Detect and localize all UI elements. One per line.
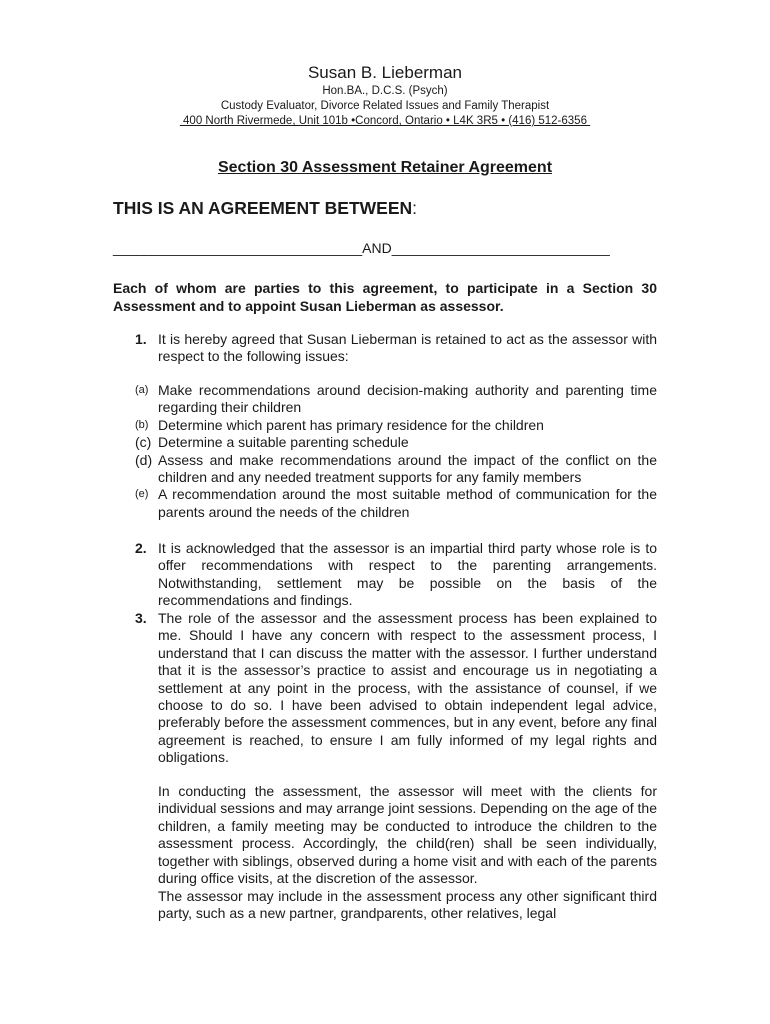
issue-item-b (135, 417, 657, 434)
issue-item-e (135, 486, 657, 521)
issue-text: Assess and make recommendations around the impact of the conflict on the children and any needed treatment supports for any family members (158, 451, 657, 486)
parties-signature-line: ________________________________AND____________________________ (113, 240, 610, 256)
numbered-item-1 (135, 331, 657, 366)
item-number: 3. (135, 610, 147, 626)
assessment-paragraph-1: In conducting the assessment, the assessor will meet with the clients for individual sessions and may arrange joint sessions. Depending on the age of the children, a family meeting may be conducted to introduce the children to the assessment process. Accordingly, the child(ren) shall be seen individually, together with siblings, observed during a home visit and with each of the parents during office visits, at the discretion of the assessor. (158, 783, 657, 887)
issue-text: Make recommendations around decision-making authority and parenting time regarding their children (158, 382, 657, 416)
issues-list (135, 382, 657, 521)
item-number: 1. (135, 331, 147, 347)
issue-letter: (c) (135, 434, 152, 451)
between-heading-text: THIS IS AN AGREEMENT BETWEEN (113, 198, 413, 218)
issue-letter: (d) (135, 451, 153, 468)
numbered-item-2 (135, 540, 657, 610)
issue-item-d (135, 452, 657, 487)
author-name: Susan B. Lieberman (307, 63, 463, 82)
issue-item-c (135, 434, 657, 451)
item-text: It is acknowledged that the assessor is an impartial third party whose role is to offer recommendations with respect to the parenting arrangements. Notwithstanding, settlement may be possible on the basis of the recommendations and findings. (158, 540, 657, 609)
issue-letter: (b) (135, 418, 149, 431)
issue-item-a (135, 382, 657, 417)
issue-text: Determine which parent has primary residence for the children (158, 416, 544, 433)
author-address: 400 North Rivermede, Unit 101b •Concord, Ontario • L4K 3R5 • (416) 512-6356 (179, 115, 591, 127)
intro-paragraph: Each of whom are parties to this agreement, to participate in a Section 30 Assessment and to appoint Susan Lieberman as assessor. (113, 280, 657, 314)
letterhead (0, 62, 770, 129)
assessment-paragraph-2: The assessor may include in the assessment process any other significant third party, such as a new partner, grandparents, other relatives, legal (158, 888, 657, 922)
issue-text: A recommendation around the most suitable method of communication for the parents around the needs of the children (158, 486, 657, 520)
item-text: The role of the assessor and the assessment process has been explained to me. Should I have any concern with respect to the assessment process, I understand that I can discuss the matter with the assessor. I further understand that it is the assessor’s practice to assist and encourage us in negotiating a settlement at any point in the process, with the assistance of counsel, if we choose to do so. I have been advised to obtain independent legal advice, preferably before the assessment commences, but in any event, before any final agreement is reached, to ensure I am fully informed of my legal rights and obligations. (158, 610, 657, 766)
document-title: Section 30 Assessment Retainer Agreement (217, 159, 553, 176)
agreement-between-heading (113, 197, 417, 219)
issue-letter: (e) (135, 488, 149, 501)
item-text: It is hereby agreed that Susan Lieberman is retained to act as the assessor with respect to the following issues: (158, 331, 657, 365)
numbered-item-3 (135, 610, 657, 767)
between-heading-colon: : (412, 198, 418, 218)
author-credentials: Hon.BA., D.C.S. (Psych) (322, 85, 448, 97)
item-number: 2. (135, 540, 147, 556)
issue-letter: (a) (135, 384, 149, 396)
author-role: Custody Evaluator, Divorce Related Issues and Family Therapist (220, 100, 550, 112)
issue-text: Determine a suitable parenting schedule (158, 434, 409, 451)
